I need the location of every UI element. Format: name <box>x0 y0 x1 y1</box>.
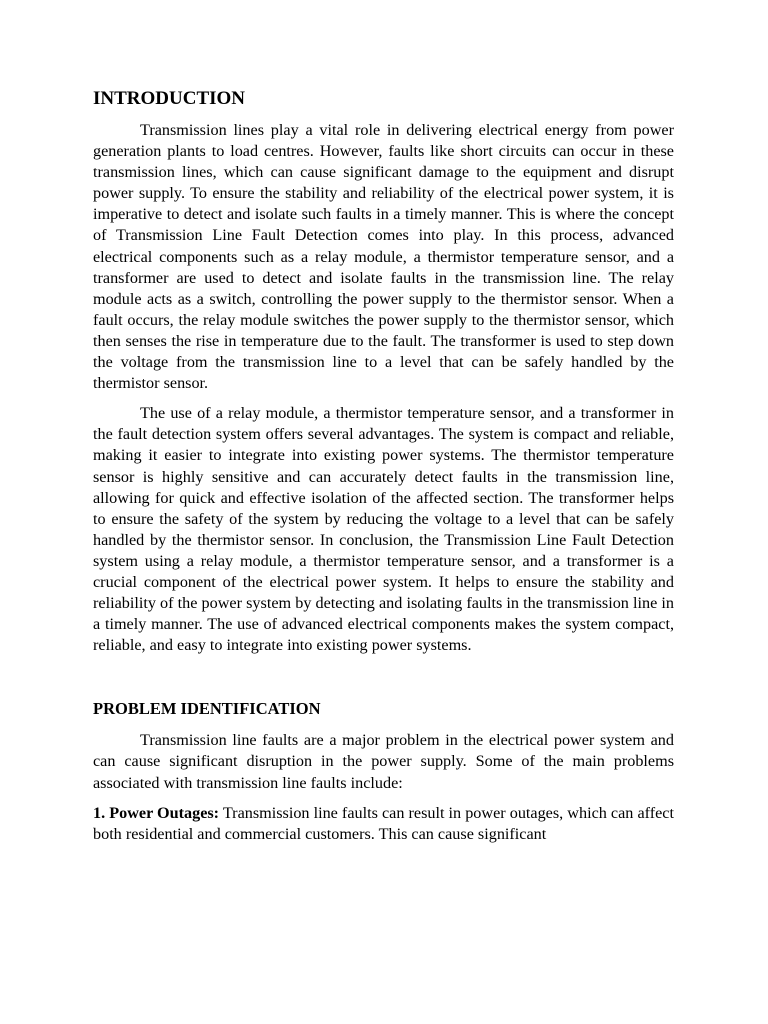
problem-item-text: Transmission line faults can result in power outages, which can affect both residential and commercial customers. This can cause significant <box>93 803 674 843</box>
document-page <box>93 86 674 854</box>
problem-list-item <box>93 803 674 845</box>
problem-identification-intro: Transmission line faults are a major problem in the electrical power system and can cause significant disruption in the power supply. Some of the main problems associated with transmission line faults include: <box>93 731 674 792</box>
introduction-paragraph-2: The use of a relay module, a thermistor temperature sensor, and a transformer in the fault detection system offers several advantages. The system is compact and reliable, making it easier to integrate into existing power systems. The thermistor temperature sensor is highly sensitive and can accurately detect faults in the transmission line, allowing for quick and effective isolation of the affected section. The transformer helps to ensure the safety of the system by reducing the voltage to a level that can be safely handled by the thermistor sensor. In conclusion, the Transmission Line Fault Detection system using a relay module, a thermistor temperature sensor, and a transformer is a crucial component of the electrical power system. It helps to ensure the stability and reliability of the power system by detecting and isolating faults in the transmission line in a timely manner. The use of advanced electrical components makes the system compact, reliable, and easy to integrate into existing power systems. <box>93 404 674 655</box>
introduction-paragraph-1: Transmission lines play a vital role in delivering electrical energy from power generation plants to load centres. However, faults like short circuits can occur in these transmission lines, which can cause significant damage to the equipment and disrupt power supply. To ensure the stability and reliability of the electrical power system, it is imperative to detect and isolate such faults in a timely manner. This is where the concept of Transmission Line Fault Detection comes into play. In this process, advanced electrical components such as a relay module, a thermistor temperature sensor, and a transformer are used to detect and isolate faults in the transmission line. The relay module acts as a switch, controlling the power supply to the thermistor sensor. When a fault occurs, the relay module switches the power supply to the thermistor sensor, which then senses the rise in temperature due to the fault. The transformer is used to step down the voltage from the transmission line to a level that can be safely handled by the thermistor sensor. <box>93 121 674 393</box>
problem-item-label: 1. Power Outages: <box>93 803 220 822</box>
problem-identification-heading: PROBLEM IDENTIFICATION <box>93 699 321 719</box>
section-spacer <box>93 665 674 698</box>
introduction-heading: INTRODUCTION <box>93 88 246 109</box>
